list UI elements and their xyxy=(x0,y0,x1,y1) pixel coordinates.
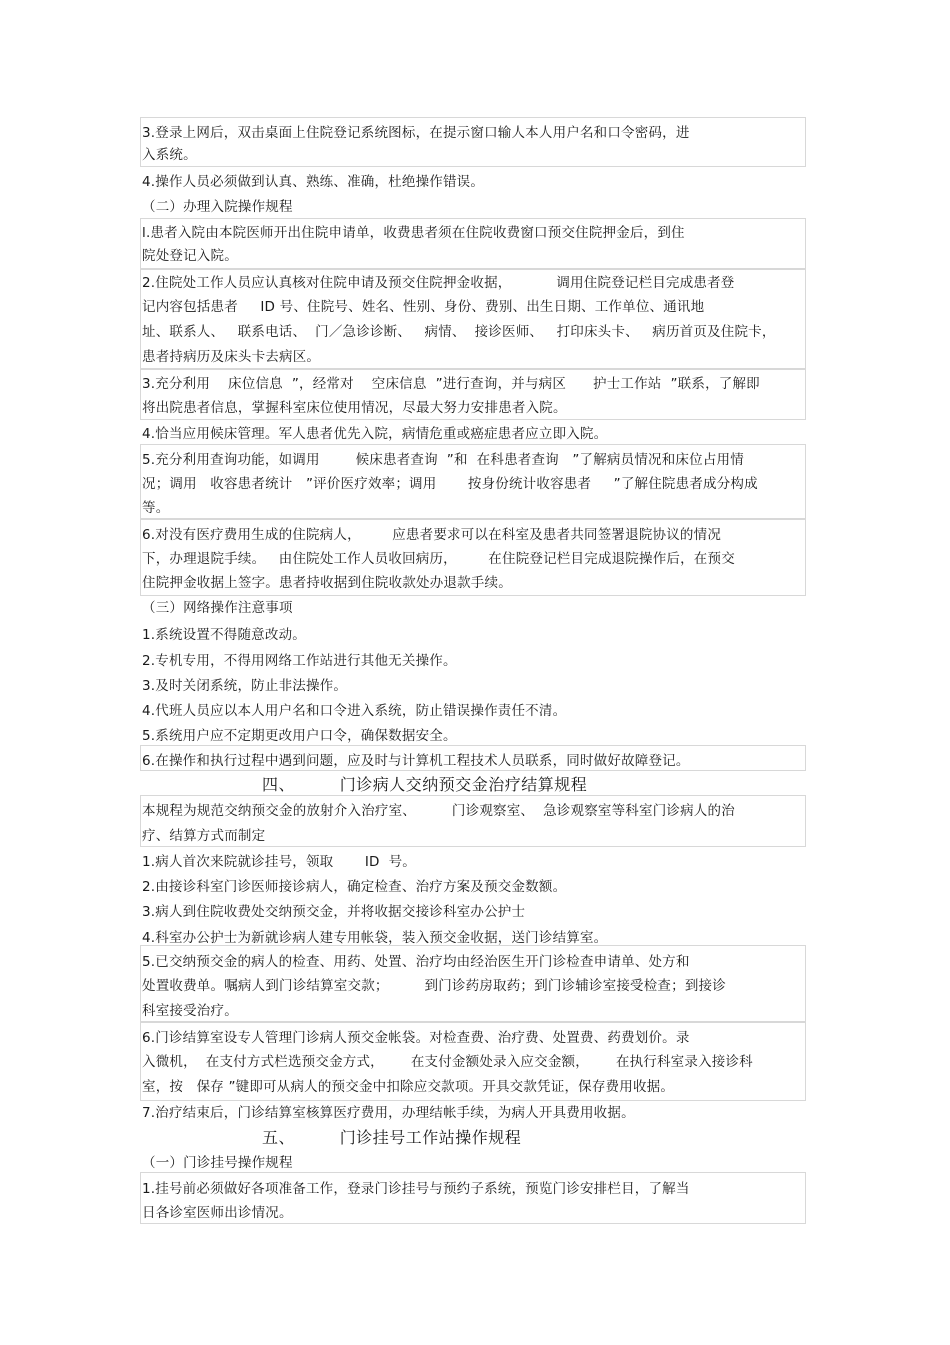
admission-step-5-cont: 况；调用 收容患者统计 ”评价医疗效率；调用 按身份统计收容患者 ”了解住院患者成分构成 xyxy=(142,476,758,492)
section-heading-5: 五、 门诊挂号工作站操作规程 xyxy=(262,1128,522,1147)
admission-step-6: 6.对没有医疗费用生成的住院病人， 应患者要求可以在科室及患者共同签署退院协议的情况 xyxy=(142,527,722,543)
outpatient-step-5-cont: 科室接受治疗。 xyxy=(142,1003,238,1019)
registration-step-1: 1.挂号前必须做好各项准备工作，登录门诊挂号与预约子系统，预览门诊安排栏目，了解当 xyxy=(142,1181,690,1197)
outpatient-step-5: 5.已交纳预交金的病人的检查、用药、处置、治疗均由经治医生开门诊检查申请单、处方和 xyxy=(142,954,690,970)
subsection-title: （三）网络操作注意事项 xyxy=(142,600,293,616)
section-heading-4: 四、 门诊病人交纳预交金治疗结算规程 xyxy=(262,775,588,794)
login-step-3-cont: 入系统。 xyxy=(142,147,197,163)
network-rule-6: 6.在操作和执行过程中遇到问题，应及时与计算机工程技术人员联系，同时做好故障登记。 xyxy=(142,753,690,769)
admission-step-1: l.患者入院由本院医师开出住院申请单，收费患者须在住院收费窗口预交住院押金后，到住 xyxy=(142,225,685,241)
network-rule-5: 5.系统用户应不定期更改用户口令，确保数据安全。 xyxy=(142,728,457,744)
admission-step-6-cont: 下，办理退院手续。 由住院处工作人员收回病历， 在住院登记栏目完成退院操作后，在预交 xyxy=(142,551,735,567)
network-rule-4: 4.代班人员应以本人用户名和口令进入系统，防止错误操作责任不清。 xyxy=(142,703,567,719)
outpatient-step-1: 1.病人首次来院就诊挂号，领取 ID 号。 xyxy=(142,854,416,870)
outpatient-step-6-cont: 入微机， 在支付方式栏选预交金方式， 在支付金额处录入应交金额， 在执行科室录入接诊科 xyxy=(142,1054,753,1070)
admission-step-2: 2.住院处工作人员应认真核对住院申请及预交住院押金收据， 调用住院登记栏目完成患者登 xyxy=(142,275,735,291)
network-rule-2: 2.专机专用，不得用网络工作站进行其他无关操作。 xyxy=(142,653,457,669)
outpatient-step-3: 3.病人到住院收费处交纳预交金，并将收据交接诊科室办公护士 xyxy=(142,904,526,920)
outpatient-step-4: 4.科室办公护士为新就诊病人建专用帐袋，装入预交金收据，送门诊结算室。 xyxy=(142,930,608,946)
admission-step-3-cont: 将出院患者信息，掌握科室床位使用情况，尽最大努力安排患者入院。 xyxy=(142,400,567,416)
section-intro: 本规程为规范交纳预交金的放射介入治疗室、 门诊观察室、 急诊观察室等科室门诊病人的治 xyxy=(142,803,735,819)
network-rule-3: 3.及时关闭系统，防止非法操作。 xyxy=(142,678,348,694)
admission-step-2-cont: 址、联系人、 联系电话、 门／急诊诊断、 病情、 接诊医师、 打印床头卡、 病历首页及住院卡， xyxy=(142,324,776,340)
admission-step-3: 3.充分利用 床位信息 ”，经常对 空床信息 ”进行查询，并与病区 护士工作站 ”联系，了解即 xyxy=(142,376,760,392)
login-step-3: 3.登录上网后，双击桌面上住院登记系统图标，在提示窗口输人本人用户名和口令密码，进 xyxy=(142,125,690,141)
section-intro-cont: 疗、结算方式而制定 xyxy=(142,828,266,844)
admission-step-1-cont: 院处登记入院。 xyxy=(142,248,238,264)
outpatient-step-5-cont: 处置收费单。嘱病人到门诊结算室交款； 到门诊药房取药；到门诊辅诊室接受检查；到接诊 xyxy=(142,978,726,994)
subsection-title: （二）办理入院操作规程 xyxy=(142,199,293,215)
admission-step-4: 4.恰当应用候床管理。军人患者优先入院，病情危重或癌症患者应立即入院。 xyxy=(142,426,608,442)
admission-step-6-cont: 住院押金收据上签字。患者持收据到住院收款处办退款手续。 xyxy=(142,575,512,591)
subsection-title: （一）门诊挂号操作规程 xyxy=(142,1155,293,1171)
admission-step-2-cont: 患者持病历及床头卡去病区。 xyxy=(142,349,321,365)
network-rule-1: 1.系统设置不得随意改动。 xyxy=(142,627,306,643)
registration-step-1-cont: 日各诊室医师出诊情况。 xyxy=(142,1205,293,1221)
admission-step-5-cont: 等。 xyxy=(142,500,170,516)
admission-step-2-cont: 记内容包括患者 ID 号、住院号、姓名、性别、身份、费别、出生日期、工作单位、通讯地 xyxy=(142,299,705,315)
admission-step-5: 5.充分利用查询功能，如调用 候床患者查询 ”和 在科患者查询 ”了解病员情况和床位占用情 xyxy=(142,452,744,468)
outpatient-step-6: 6.门诊结算室设专人管理门诊病人预交金帐袋。对检查费、治疗费、处置费、药费划价。录 xyxy=(142,1030,690,1046)
outpatient-step-6-cont: 室，按 保存 ”键即可从病人的预交金中扣除应交款项。开具交款凭证，保存费用收据。 xyxy=(142,1079,675,1095)
outpatient-step-7: 7.治疗结束后，门诊结算室核算医疗费用，办理结帐手续，为病人开具费用收据。 xyxy=(142,1105,635,1121)
login-step-4: 4.操作人员必须做到认真、熟练、准确，杜绝操作错误。 xyxy=(142,174,485,190)
outpatient-step-2: 2.由接诊科室门诊医师接诊病人，确定检查、治疗方案及预交金数额。 xyxy=(142,879,567,895)
